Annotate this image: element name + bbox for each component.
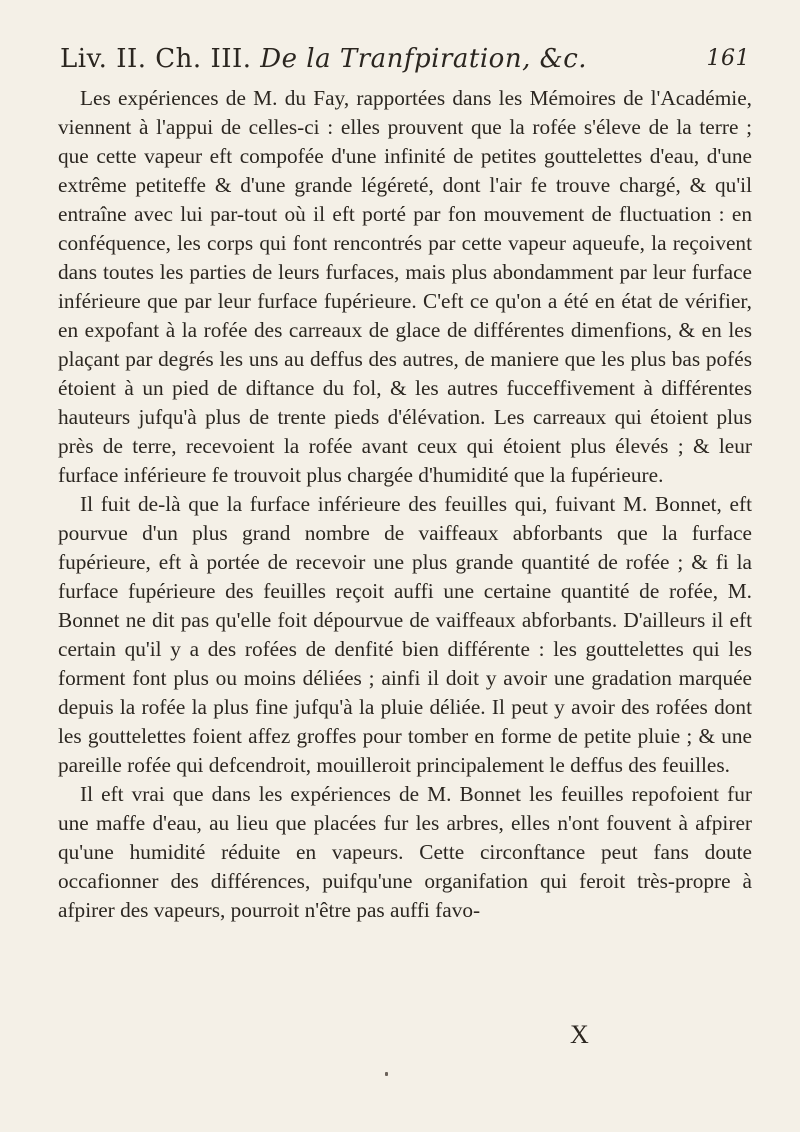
- paragraph-3: Il eft vrai que dans les expériences de M. Bonnet les feuilles repofoient fur une maffe d'eau, au lieu que placées fur les arbres, elles n'ont fouvent à afpirer qu'une humidité réduite en vapeurs. Cette circonftance peut fans doute occafionner des différences, puifqu'une organifation qui feroit très-propre à afpirer des vapeurs, pourroit n'être pas auffi favo-: [58, 782, 752, 922]
- running-head: [60, 44, 750, 74]
- signature-mark: X: [570, 1020, 589, 1049]
- running-head-section: Liv. II. Ch. III.: [60, 44, 252, 74]
- paragraph-1: Les expériences de M. du Fay, rapportées dans les Mémoires de l'Académie, viennent à l'appui de celles-ci : elles prouvent que la rofée s'éleve de la terre ; que cette vapeur eft compofée d'une infinité de petites gouttelettes d'eau, d'une extrême petiteffe & d'une grande légéreté, dont l'air fe trouve chargé, & qu'il entraîne avec lui par-tout où il eft porté par fon mouvement de fluctuation : en conféquence, les corps qui font rencontrés par cette vapeur aqueufe, la reçoivent dans toutes les parties de leurs furfaces, mais plus abondamment par leur furface inférieure que par leur furface fupérieure. C'eft ce qu'on a été en état de vérifier, en expofant à la rofée des carreaux de glace de différentes dimenfions, & en les plaçant par degrés les uns au deffus des autres, de maniere que les plus bas pofés étoient à un pied de diftance du fol, & les autres fucceffivement à différentes hauteurs jufqu'à plus de trente pieds d'élévation. Les carreaux qui étoient plus près de terre, recevoient la rofée avant ceux qui étoient plus élevés ; & leur furface inférieure fe trouvoit plus chargée d'humidité que la fupérieure.: [58, 86, 752, 487]
- ink-speck: [385, 1072, 388, 1076]
- page-number: 161: [706, 46, 750, 71]
- body-text: [58, 84, 752, 925]
- paragraph-2: Il fuit de-là que la furface inférieure des feuilles qui, fuivant M. Bonnet, eft pourvue d'un plus grand nombre de vaiffeaux abforbants que la furface fupérieure, eft à portée de recevoir une plus grande quantité de rofée ; & fi la furface fupérieure des feuilles reçoit auffi une certaine quantité de rofée, M. Bonnet ne dit pas qu'elle foit dépourvue de vaiffeaux abforbants. D'ailleurs il eft certain qu'il y a des rofées de denfité bien différente : les gouttelettes qui les forment font plus ou moins déliées ; ainfi il doit y avoir une gradation marquée depuis la rofée la plus fine jufqu'à la pluie déliée. Il peut y avoir des rofées dont les gouttelettes foient affez groffes pour tomber en forme de petite pluie ; & une pareille rofée qui defcendroit, mouilleroit principalement le deffus des feuilles.: [58, 492, 752, 777]
- running-head-title: De la Tranfpiration, &c.: [260, 44, 588, 74]
